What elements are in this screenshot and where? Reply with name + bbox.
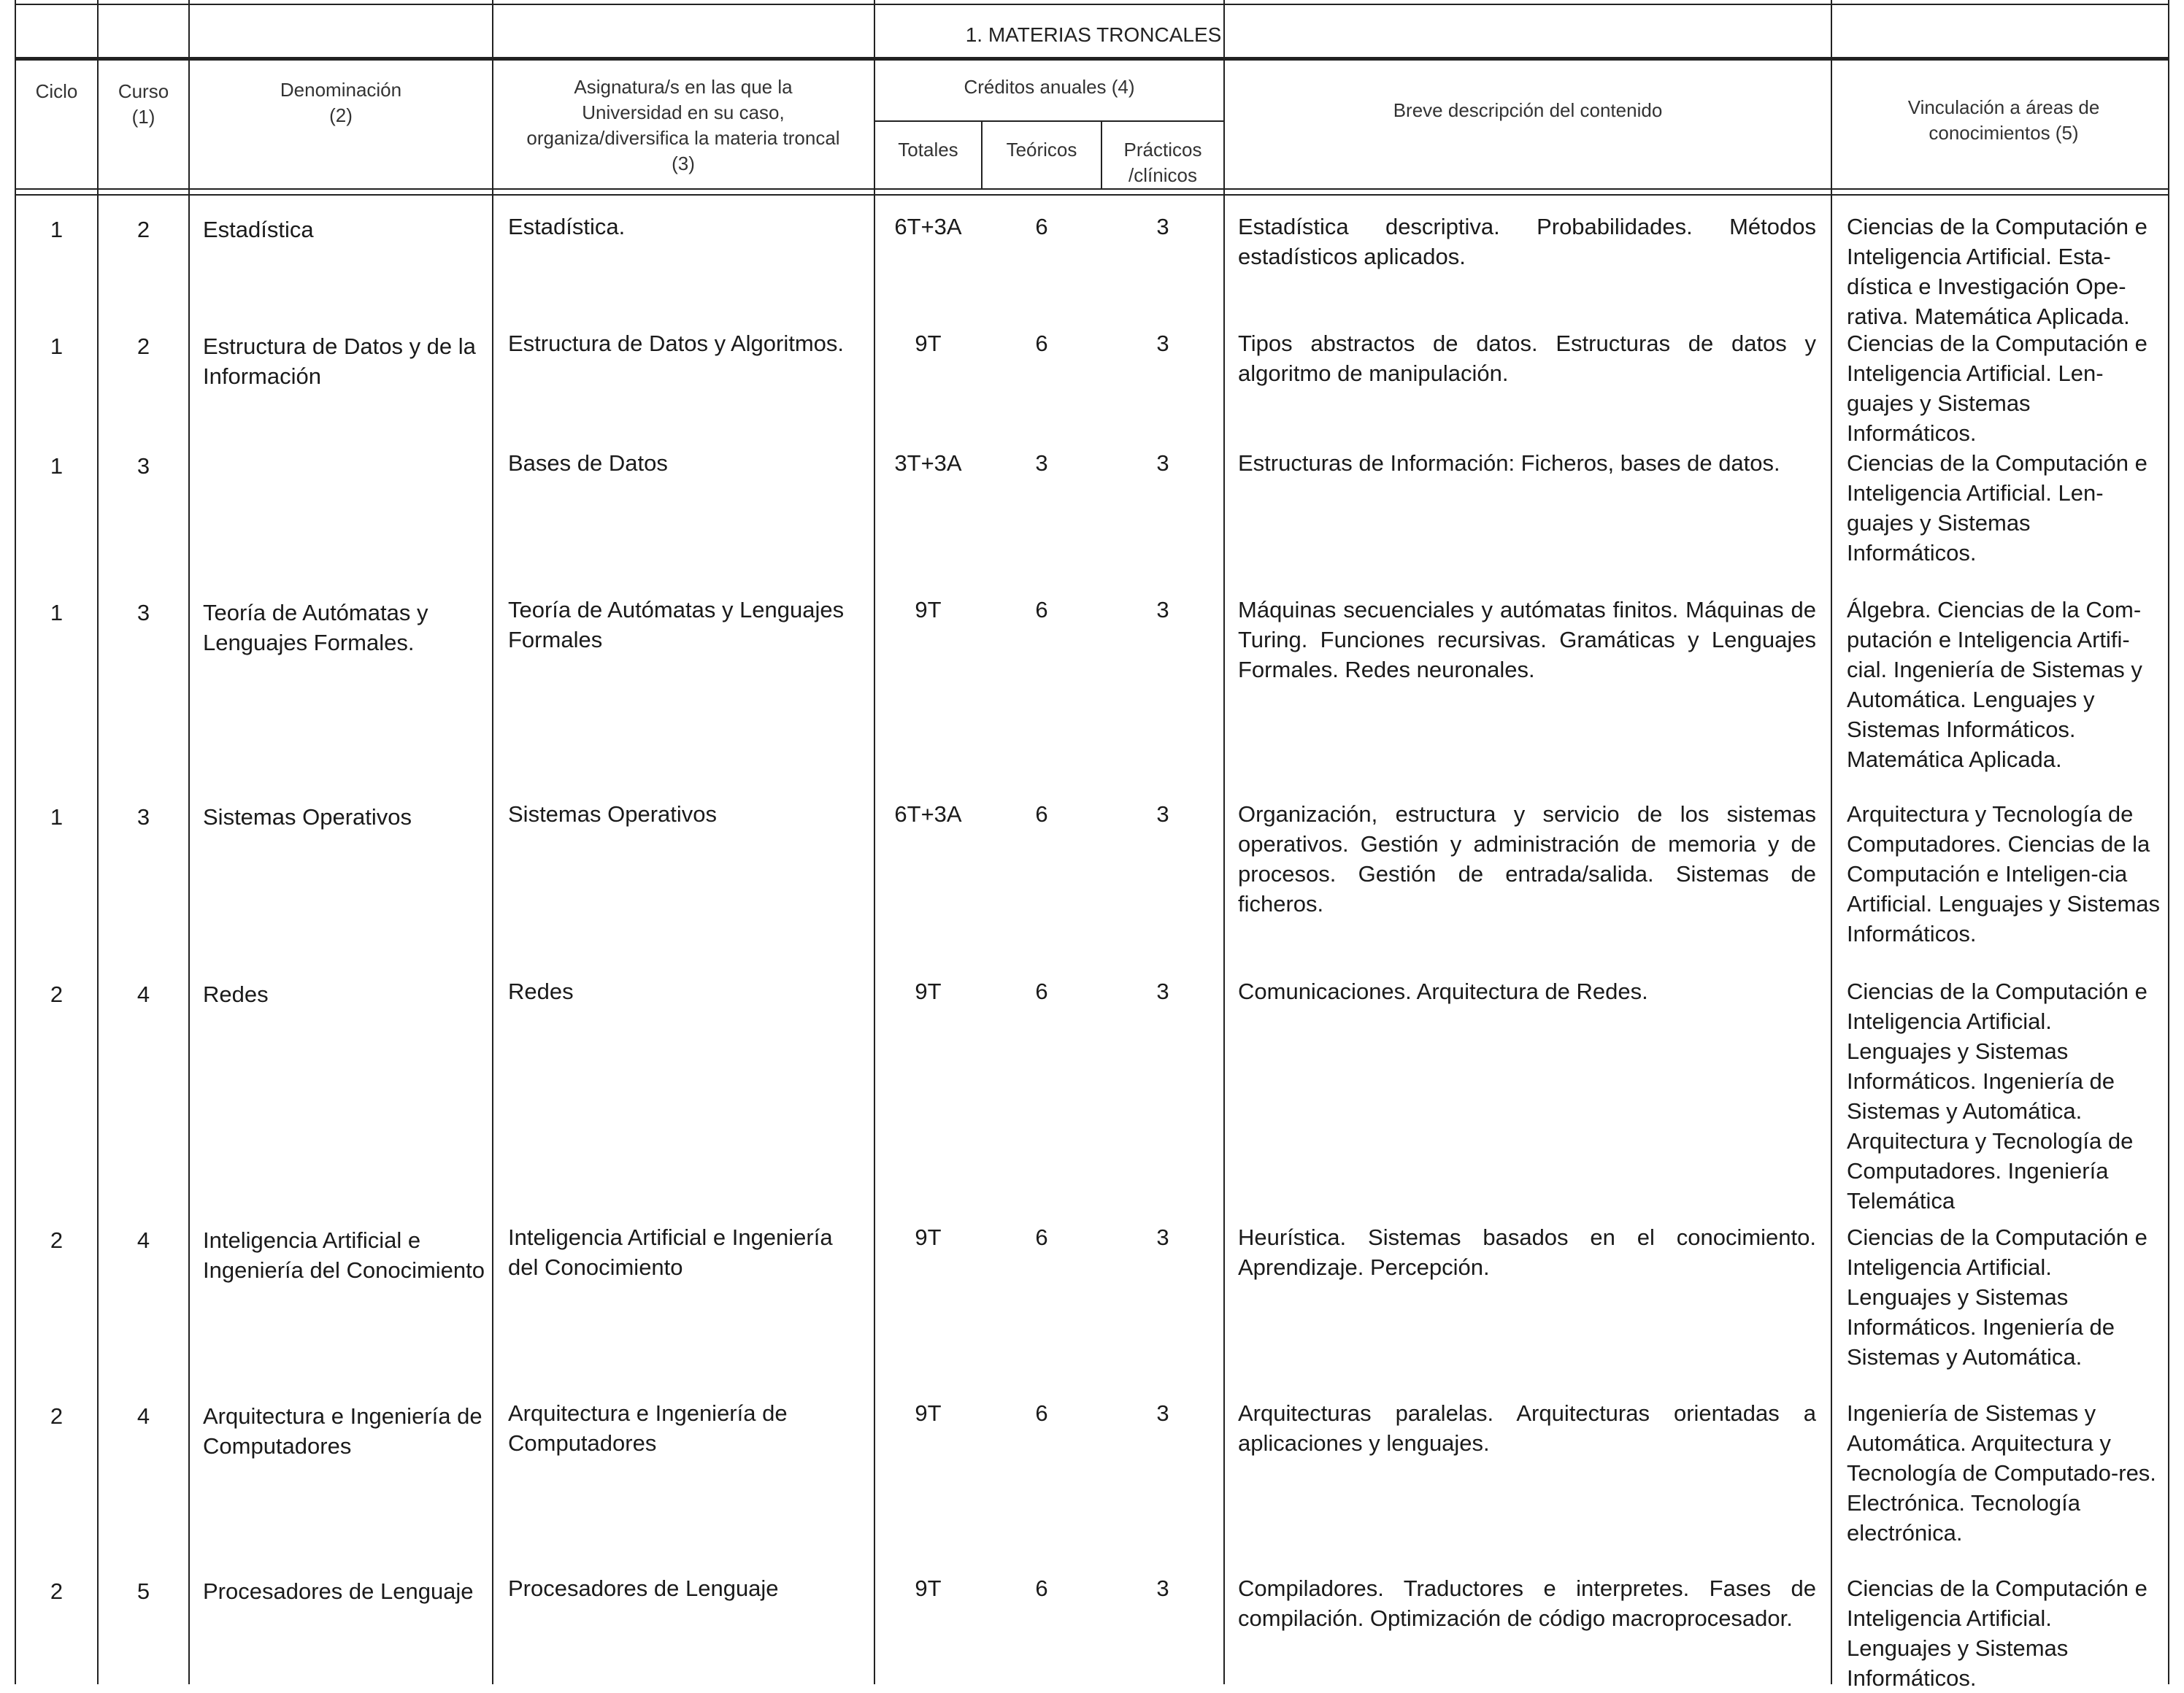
cell-teoricos: 6 [1035, 1576, 1048, 1601]
cell-totales: 6T+3A [894, 801, 962, 827]
cell-asignatura: Arquitectura e Ingeniería de Computadores [508, 1400, 788, 1456]
cell-denominacion: Arquitectura e Ingeniería de Computadores [203, 1403, 482, 1459]
cell-teoricos: 6 [1035, 1400, 1048, 1426]
cell-totales: 9T [915, 979, 942, 1004]
cell-practicos: 3 [1156, 331, 1169, 356]
cell-denominacion: Sistemas Operativos [203, 804, 412, 830]
cell-denominacion: Inteligencia Artificial e Ingeniería del Conocimiento [203, 1227, 485, 1283]
cell-totales: 9T [915, 1225, 942, 1250]
header-practicos: Prácticos /clínicos [1123, 139, 1202, 186]
cell-teoricos: 6 [1035, 1225, 1048, 1250]
cell-teoricos: 6 [1035, 801, 1048, 827]
cell-denominacion: Procesadores de Lenguaje [203, 1578, 474, 1604]
cell-totales: 9T [915, 597, 942, 622]
table-border-right [2168, 0, 2169, 1684]
cell-totales: 3T+3A [894, 450, 962, 476]
cell-descripcion: Comunicaciones. Arquitectura de Redes. [1238, 979, 1648, 1004]
header-teoricos: Teóricos [1006, 139, 1077, 161]
cell-ciclo: 1 [50, 217, 64, 242]
cell-descripcion: Estadística descriptiva. Probabilidades. Métodos estadísticos aplicados. [1238, 214, 1816, 269]
cell-curso: 2 [136, 333, 150, 359]
cell-curso: 4 [136, 982, 150, 1007]
cell-denominacion: Estadística [203, 217, 314, 242]
cell-curso: 3 [136, 453, 150, 479]
cell-teoricos: 6 [1035, 331, 1048, 356]
cell-teoricos: 3 [1035, 450, 1048, 476]
col-divider-curso [97, 0, 99, 1684]
header-ciclo: Ciclo [35, 80, 78, 102]
cell-curso: 2 [136, 217, 150, 242]
cell-teoricos: 6 [1035, 214, 1048, 239]
cell-descripcion: Estructuras de Información: Ficheros, bases de datos. [1238, 450, 1780, 476]
creditos-subheader-divider [874, 120, 1225, 122]
cell-practicos: 3 [1156, 214, 1169, 239]
cell-curso: 3 [136, 600, 150, 625]
header-bottom-divider-2 [15, 194, 2169, 196]
header-descripcion: Breve descripción del contenido [1393, 99, 1663, 121]
cell-vinculacion: Ingeniería de Sistemas y Automática. Arquitectura y Tecnología de Computado-res. Electrónica. Tecnología electrónica. [1847, 1400, 2156, 1546]
cell-asignatura: Teoría de Autómatas y Lenguajes Formales [508, 597, 845, 652]
cell-ciclo: 1 [50, 600, 64, 625]
cell-asignatura: Inteligencia Artificial e Ingeniería del Conocimiento [508, 1225, 833, 1280]
header-denominacion: Denominación (2) [280, 79, 402, 126]
cell-descripcion: Heurística. Sistemas basados en el conocimiento. Aprendizaje. Percepción. [1238, 1225, 1816, 1280]
cell-totales: 9T [915, 1400, 942, 1426]
cell-vinculacion: Álgebra. Ciencias de la Com-putación e Inteligencia Artifi-cial. Ingeniería de Sistemas y Automática. Lenguajes y Sistemas Informáticos. Matemática Aplicada. [1847, 597, 2142, 772]
col-divider-vinculacion [1831, 0, 1832, 1684]
cell-practicos: 3 [1156, 979, 1169, 1004]
cell-descripcion: Compiladores. Traductores e interpretes. Fases de compilación. Optimización de código macroprocesador. [1238, 1576, 1816, 1631]
col-divider-descripcion [1223, 0, 1225, 1684]
cell-practicos: 3 [1156, 1225, 1169, 1250]
cell-vinculacion: Ciencias de la Computación e Inteligencia Artificial. Len-guajes y Sistemas Informáticos. [1847, 450, 2148, 566]
header-bottom-divider [15, 188, 2169, 190]
cell-denominacion: Teoría de Autómatas y Lenguajes Formales. [203, 600, 428, 655]
col-divider-asignatura [492, 0, 493, 1684]
cell-curso: 4 [136, 1403, 150, 1429]
cell-descripcion: Tipos abstractos de datos. Estructuras de datos y algoritmo de manipulación. [1238, 331, 1816, 386]
table-border-top [15, 4, 2169, 5]
cell-asignatura: Bases de Datos [508, 450, 668, 476]
cell-vinculacion: Ciencias de la Computación e Inteligencia Artificial. Len-guajes y Sistemas Informáticos. [1847, 331, 2148, 446]
cell-practicos: 3 [1156, 450, 1169, 476]
cell-vinculacion: Ciencias de la Computación e Inteligencia Artificial. Lenguajes y Sistemas Informáticos. [1847, 1576, 2148, 1691]
cell-vinculacion: Ciencias de la Computación e Inteligencia Artificial. Lenguajes y Sistemas Informáticos. Ingeniería de Sistemas y Automática. [1847, 1225, 2148, 1370]
cell-descripcion: Máquinas secuenciales y autómatas finitos. Máquinas de Turing. Funciones recursivas. Gramáticas y Lenguajes Formales. Redes neuronales. [1238, 597, 1816, 682]
cell-curso: 4 [136, 1227, 150, 1253]
cell-vinculacion: Ciencias de la Computación e Inteligencia Artificial. Lenguajes y Sistemas Informáticos. Ingeniería de Sistemas y Automática. Arquitectura y Tecnología de Computadores. Ingeniería Telemática [1847, 979, 2148, 1214]
cell-asignatura: Procesadores de Lenguaje [508, 1576, 779, 1601]
cell-descripcion: Arquitecturas paralelas. Arquitecturas orientadas a aplicaciones y lenguajes. [1238, 1400, 1816, 1456]
cell-ciclo: 2 [50, 1403, 64, 1429]
cell-teoricos: 6 [1035, 979, 1048, 1004]
cell-asignatura: Sistemas Operativos [508, 801, 717, 827]
header-totales: Totales [898, 139, 958, 161]
col-divider-totales [874, 0, 875, 1684]
cell-teoricos: 6 [1035, 597, 1048, 622]
cell-ciclo: 2 [50, 982, 64, 1007]
cell-totales: 9T [915, 331, 942, 356]
table-title: 1. MATERIAS TRONCALES [965, 23, 1222, 46]
cell-totales: 9T [915, 1576, 942, 1601]
cell-ciclo: 1 [50, 453, 64, 479]
header-asignatura: Asignatura/s en las que la Universidad en su caso, organiza/diversifica la materia troncal (3) [526, 76, 840, 174]
cell-practicos: 3 [1156, 1400, 1169, 1426]
header-creditos: Créditos anuales (4) [964, 76, 1135, 98]
cell-curso: 5 [136, 1578, 150, 1604]
cell-curso: 3 [136, 804, 150, 830]
col-divider-denominacion [188, 0, 190, 1684]
header-curso: Curso (1) [118, 80, 169, 128]
cell-practicos: 3 [1156, 1576, 1169, 1601]
cell-asignatura: Estadística. [508, 214, 626, 239]
cell-practicos: 3 [1156, 597, 1169, 622]
cell-ciclo: 2 [50, 1578, 64, 1604]
cell-denominacion: Estructura de Datos y de la Información [203, 333, 476, 389]
cell-asignatura: Estructura de Datos y Algoritmos. [508, 331, 845, 356]
cell-vinculacion: Ciencias de la Computación e Inteligencia Artificial. Esta-dística e Investigación Ope-rativa. Matemática Aplicada. [1847, 214, 2148, 329]
title-divider [15, 57, 2169, 61]
header-vinculacion: Vinculación a áreas de conocimientos (5) [1907, 96, 2100, 144]
cell-asignatura: Redes [508, 979, 574, 1004]
cell-ciclo: 1 [50, 804, 64, 830]
cell-practicos: 3 [1156, 801, 1169, 827]
cell-descripcion: Organización, estructura y servicio de los sistemas operativos. Gestión y administración de memoria y de procesos. Gestión de entrada/salida. Sistemas de ficheros. [1238, 801, 1816, 917]
cell-totales: 6T+3A [894, 214, 962, 239]
cell-vinculacion: Arquitectura y Tecnología de Computadores. Ciencias de la Computación e Inteligen-cia Artificial. Lenguajes y Sistemas Informáticos. [1847, 801, 2161, 946]
cell-ciclo: 2 [50, 1227, 64, 1253]
table-border-left [15, 0, 16, 1684]
cell-ciclo: 1 [50, 333, 64, 359]
cell-denominacion: Redes [203, 982, 269, 1007]
